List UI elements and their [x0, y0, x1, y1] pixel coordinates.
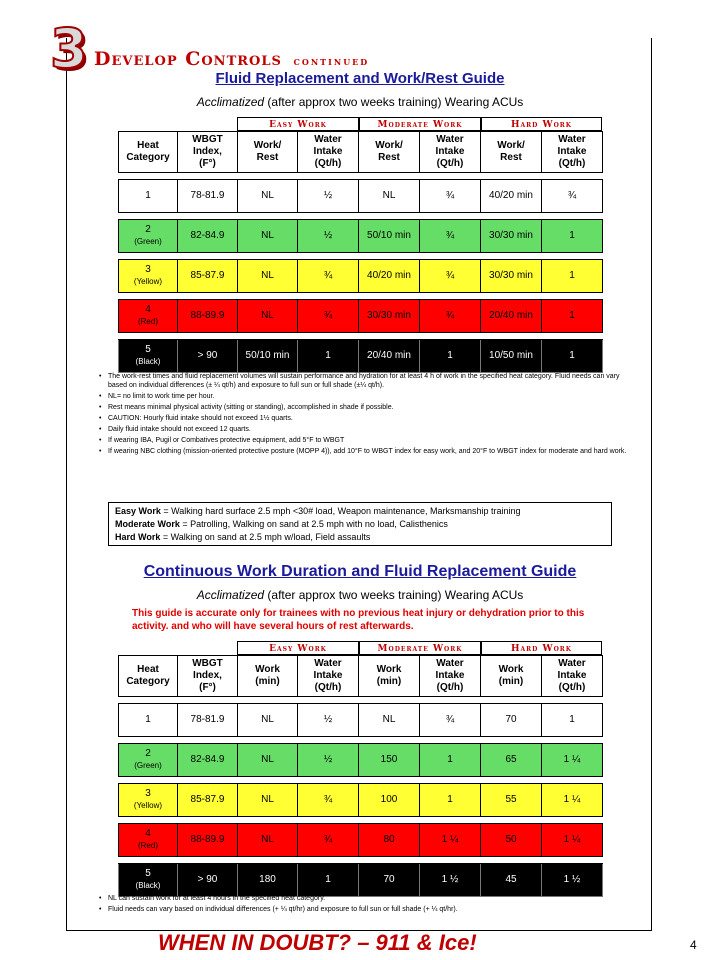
- table-cell: NL: [238, 784, 298, 817]
- table-row: [119, 180, 603, 213]
- guide2-work-level-2: Hard Work: [481, 641, 602, 655]
- column-header: [119, 132, 178, 173]
- table-cell: 1 ½: [542, 864, 603, 897]
- row-spacer: [119, 737, 603, 744]
- guide1-work-level-1: Moderate Work: [359, 117, 481, 131]
- heat-category-cell: [119, 704, 178, 737]
- table-cell: 82-84.9: [178, 744, 238, 777]
- table-cell: 1: [542, 260, 603, 293]
- table-cell: NL: [238, 744, 298, 777]
- table-cell: 50/10 min: [238, 340, 298, 373]
- column-header-line: (min): [498, 676, 524, 687]
- heat-category-number: 3: [145, 788, 151, 799]
- definition-hard: [115, 531, 605, 544]
- note-item: • NL= no limit to work time per hour.: [108, 392, 628, 401]
- heat-category-number: 3: [145, 264, 151, 275]
- work-definitions-box: [108, 502, 612, 546]
- table-cell: 1 ¼: [542, 824, 603, 857]
- table-cell: ½: [298, 744, 359, 777]
- table-cell: ½: [298, 180, 359, 213]
- table-cell: 88-89.9: [178, 300, 238, 333]
- heat-category-cell: [119, 300, 178, 333]
- table-cell: 100: [359, 784, 420, 817]
- guide1-subtitle-rest: (after approx two weeks training) Wearing ACUs: [264, 95, 524, 109]
- table-cell: 1 ½: [420, 864, 481, 897]
- table-cell: 78-81.9: [178, 180, 238, 213]
- heat-category-color-label: (Black): [135, 881, 161, 890]
- column-header-line: (Qt/h): [558, 158, 586, 169]
- column-header-line: Rest: [256, 152, 279, 163]
- heat-category-color-label: (Green): [134, 761, 162, 770]
- table-cell: 78-81.9: [178, 704, 238, 737]
- page-number: 4: [690, 938, 697, 952]
- column-header-line: Water: [436, 134, 464, 145]
- heat-category-cell: [119, 864, 178, 897]
- definition-moderate-text: = Patrolling, Walking on sand at 2.5 mph with no load, Calisthenics: [179, 519, 448, 529]
- column-header: [420, 656, 481, 697]
- definition-moderate: [115, 518, 605, 531]
- column-header-line: Water: [558, 658, 586, 669]
- table-row: [119, 784, 603, 817]
- column-header-line: Intake: [313, 670, 343, 681]
- table-cell: 1: [298, 864, 359, 897]
- column-header-line: (Qt/h): [314, 158, 342, 169]
- heat-category-number: 5: [145, 868, 151, 879]
- table-cell: NL: [238, 300, 298, 333]
- note-item: • Rest means minimal physical activity (sitting or standing), accomplished in shade if possible.: [108, 403, 628, 412]
- guide2-work-level-1: Moderate Work: [359, 641, 481, 655]
- column-header-line: Work/: [497, 140, 525, 151]
- guide2-title: Continuous Work Duration and Fluid Replacement Guide: [143, 563, 577, 580]
- column-header: [298, 132, 359, 173]
- note-item: • CAUTION: Hourly fluid intake should not exceed 1½ quarts.: [108, 414, 628, 423]
- heat-category-number: 2: [145, 748, 151, 759]
- table-cell: 1: [542, 340, 603, 373]
- table-cell: 80: [359, 824, 420, 857]
- heat-category-number: 5: [145, 344, 151, 355]
- heat-category-color-label: (Yellow): [133, 801, 163, 810]
- column-header-line: Water: [558, 134, 586, 145]
- guide2-work-level-0: Easy Work: [237, 641, 359, 655]
- definition-moderate-term: Moderate Work: [115, 519, 180, 529]
- table-cell: 20/40 min: [359, 340, 420, 373]
- table-cell: ¾: [298, 260, 359, 293]
- row-spacer: [119, 213, 603, 220]
- definition-hard-text: = Walking on sand at 2.5 mph w/load, Field assaults: [160, 532, 371, 542]
- heat-category-number: 4: [145, 828, 151, 839]
- guide1-notes: [98, 372, 628, 458]
- heat-category-cell: [119, 340, 178, 373]
- table-cell: ½: [298, 220, 359, 253]
- note-item: • NL can sustain work for at least 4 hours in the specified heat category.: [108, 894, 628, 903]
- column-header-line: (min): [376, 676, 402, 687]
- column-header: [298, 656, 359, 697]
- table-cell: 82-84.9: [178, 220, 238, 253]
- table-cell: NL: [359, 180, 420, 213]
- table-row: [119, 824, 603, 857]
- table-cell: 30/30 min: [359, 300, 420, 333]
- heat-category-number: 1: [145, 714, 151, 725]
- definition-easy-term: Easy Work: [115, 506, 161, 516]
- definition-hard-term: Hard Work: [115, 532, 161, 542]
- heat-category-cell: [119, 220, 178, 253]
- definition-easy: [115, 505, 605, 518]
- table-cell: ¾: [298, 784, 359, 817]
- guide1-title: Fluid Replacement and Work/Rest Guide: [215, 70, 505, 87]
- table-row: [119, 340, 603, 373]
- column-header-line: Rest: [378, 152, 400, 163]
- table-cell: NL: [238, 220, 298, 253]
- table-cell: 1 ¼: [420, 824, 481, 857]
- row-spacer: [119, 293, 603, 300]
- column-header: [359, 132, 420, 173]
- column-header-line: (F°): [199, 682, 216, 693]
- guide1-subtitle: [0, 95, 720, 109]
- table-cell: 10/50 min: [481, 340, 542, 373]
- definition-easy-text: = Walking hard surface 2.5 mph <30# load, Weapon maintenance, Marksmanship training: [160, 506, 521, 516]
- table-cell: 1: [542, 704, 603, 737]
- guide2-subtitle-italic: Acclimatized: [196, 588, 265, 602]
- table-cell: ¾: [420, 220, 481, 253]
- table-row: [119, 260, 603, 293]
- guide2-subtitle-rest: (after approx two weeks training) Wearing ACUs: [264, 588, 524, 602]
- step-number-badge: 3: [50, 17, 88, 80]
- column-header-line: Work/: [375, 140, 403, 151]
- heat-category-cell: [119, 784, 178, 817]
- table-cell: 45: [481, 864, 542, 897]
- footer-slogan: WHEN IN DOUBT? – 911 & Ice!: [158, 930, 477, 955]
- section-title: [94, 48, 369, 70]
- table-header-row: [119, 656, 603, 697]
- table-cell: ¾: [420, 180, 481, 213]
- column-header-line: (min): [255, 676, 280, 687]
- guide1-work-level-2: Hard Work: [481, 117, 602, 131]
- guide2-subtitle: [0, 588, 720, 602]
- table-cell: ½: [298, 704, 359, 737]
- table-cell: 1 ¼: [542, 784, 603, 817]
- column-header-line: Category: [126, 676, 170, 687]
- column-header-line: (Qt/h): [314, 682, 342, 693]
- table-cell: ¾: [298, 824, 359, 857]
- column-header: [238, 132, 298, 173]
- note-item: • If wearing IBA, Pugil or Combatives protective equipment, add 5°F to WBGT: [108, 436, 628, 445]
- column-header-line: Intake: [313, 146, 343, 157]
- note-item: • If wearing NBC clothing (mission-oriented protective posture (MOPP 4)), add 10°F to WBGT index for easy work, and 20°F to WBGT index for moderate and hard work.: [108, 447, 628, 456]
- row-spacer: [119, 333, 603, 340]
- heat-category-color-label: (Red): [137, 841, 158, 850]
- table-row: [119, 864, 603, 897]
- table-cell: 50/10 min: [359, 220, 420, 253]
- heat-category-color-label: (Yellow): [133, 277, 163, 286]
- table-row: [119, 744, 603, 777]
- column-header-line: Intake: [435, 670, 465, 681]
- note-item: • The work-rest times and fluid replacement volumes will sustain performance and hydration for at least 4 h of work in the specified heat category. Fluid needs can vary based on individual differences (± ¼ qt/h) and exposure to full sun or full shade (±¼ qt/h).: [108, 372, 628, 390]
- column-header-line: Category: [126, 152, 170, 163]
- table-cell: 1: [420, 744, 481, 777]
- table-cell: ¾: [420, 260, 481, 293]
- column-header: [481, 132, 542, 173]
- table-cell: 85-87.9: [178, 260, 238, 293]
- heat-category-cell: [119, 824, 178, 857]
- table-cell: 1: [542, 220, 603, 253]
- table-cell: > 90: [178, 340, 238, 373]
- column-header: [178, 132, 238, 173]
- heat-category-color-label: (Red): [137, 317, 158, 326]
- guide2-notes: [98, 894, 628, 916]
- guide1-work-level-header: [237, 117, 602, 131]
- column-header-line: WBGT: [192, 134, 223, 145]
- table-row: [119, 220, 603, 253]
- table-cell: 55: [481, 784, 542, 817]
- table-cell: 65: [481, 744, 542, 777]
- table-cell: 88-89.9: [178, 824, 238, 857]
- column-header-line: Heat: [137, 140, 159, 151]
- table-cell: 150: [359, 744, 420, 777]
- column-header-line: Intake: [557, 146, 587, 157]
- note-item: • Fluid needs can vary based on individual differences (+ ¼ qt/hr) and exposure to full sun or full shade (+ ¼ qt/hr).: [108, 905, 628, 914]
- column-header-line: (Qt/h): [436, 682, 464, 693]
- column-header-line: WBGT: [192, 658, 223, 669]
- table-cell: ¾: [298, 300, 359, 333]
- heat-category-number: 4: [145, 304, 151, 315]
- column-header-line: Heat: [137, 664, 159, 675]
- table-cell: 50: [481, 824, 542, 857]
- table-cell: 30/30 min: [481, 260, 542, 293]
- guide2-work-level-header: [237, 641, 602, 655]
- column-header-line: (F°): [199, 158, 216, 169]
- table-cell: NL: [238, 180, 298, 213]
- table-cell: NL: [238, 260, 298, 293]
- column-header: [238, 656, 298, 697]
- heat-category-number: 2: [145, 224, 151, 235]
- column-header-line: Water: [314, 658, 342, 669]
- table-cell: 1: [420, 340, 481, 373]
- note-item: • Daily fluid intake should not exceed 12 quarts.: [108, 425, 628, 434]
- column-header-line: Water: [436, 658, 464, 669]
- column-header-line: Work: [255, 664, 280, 675]
- column-header-line: Work: [376, 664, 402, 675]
- table-cell: NL: [238, 704, 298, 737]
- table-row: [119, 704, 603, 737]
- heat-category-color-label: (Green): [134, 237, 162, 246]
- row-spacer: [119, 777, 603, 784]
- table-cell: 180: [238, 864, 298, 897]
- row-spacer: [119, 697, 603, 704]
- section-title-continued: continued: [293, 55, 370, 68]
- guide1-subtitle-italic: Acclimatized: [196, 95, 265, 109]
- table-cell: 30/30 min: [481, 220, 542, 253]
- column-header-line: Index,: [193, 146, 222, 157]
- guide2-warning: This guide is accurate only for trainees with no previous heat injury or dehydration prior to this activity. and who will have several hours of rest afterwards.: [132, 608, 585, 632]
- column-header: [420, 132, 481, 173]
- row-spacer: [119, 253, 603, 260]
- column-header-line: Water: [314, 134, 342, 145]
- table-cell: ¾: [420, 300, 481, 333]
- table-row: [119, 300, 603, 333]
- heat-category-number: 1: [145, 190, 151, 201]
- guide1-work-level-0: Easy Work: [237, 117, 359, 131]
- table-cell: ¾: [420, 704, 481, 737]
- table-cell: NL: [359, 704, 420, 737]
- row-spacer: [119, 173, 603, 180]
- column-header: [481, 656, 542, 697]
- heat-category-cell: [119, 744, 178, 777]
- guide1-table: [118, 131, 603, 373]
- table-cell: 85-87.9: [178, 784, 238, 817]
- guide2-table: [118, 655, 603, 897]
- column-header: [359, 656, 420, 697]
- table-cell: 70: [481, 704, 542, 737]
- table-cell: 20/40 min: [481, 300, 542, 333]
- column-header-line: Rest: [500, 152, 522, 163]
- row-spacer: [119, 857, 603, 864]
- table-cell: > 90: [178, 864, 238, 897]
- column-header-line: Intake: [557, 670, 587, 681]
- column-header: [119, 656, 178, 697]
- column-header: [542, 656, 603, 697]
- table-header-row: [119, 132, 603, 173]
- table-cell: 1 ¼: [542, 744, 603, 777]
- table-cell: 1: [420, 784, 481, 817]
- row-spacer: [119, 817, 603, 824]
- column-header-line: (Qt/h): [436, 158, 464, 169]
- column-header-line: Work: [498, 664, 524, 675]
- table-cell: 40/20 min: [359, 260, 420, 293]
- heat-category-color-label: (Black): [135, 357, 161, 366]
- table-cell: NL: [238, 824, 298, 857]
- table-cell: 1: [542, 300, 603, 333]
- table-cell: 70: [359, 864, 420, 897]
- column-header-line: Work/: [253, 140, 282, 151]
- table-cell: 40/20 min: [481, 180, 542, 213]
- table-cell: 1: [298, 340, 359, 373]
- column-header: [542, 132, 603, 173]
- section-title-text: Develop Controls: [94, 48, 282, 70]
- column-header-line: Index,: [193, 670, 222, 681]
- column-header-line: (Qt/h): [558, 682, 586, 693]
- column-header-line: Intake: [435, 146, 465, 157]
- column-header: [178, 656, 238, 697]
- table-cell: ¾: [542, 180, 603, 213]
- heat-category-cell: [119, 260, 178, 293]
- heat-category-cell: [119, 180, 178, 213]
